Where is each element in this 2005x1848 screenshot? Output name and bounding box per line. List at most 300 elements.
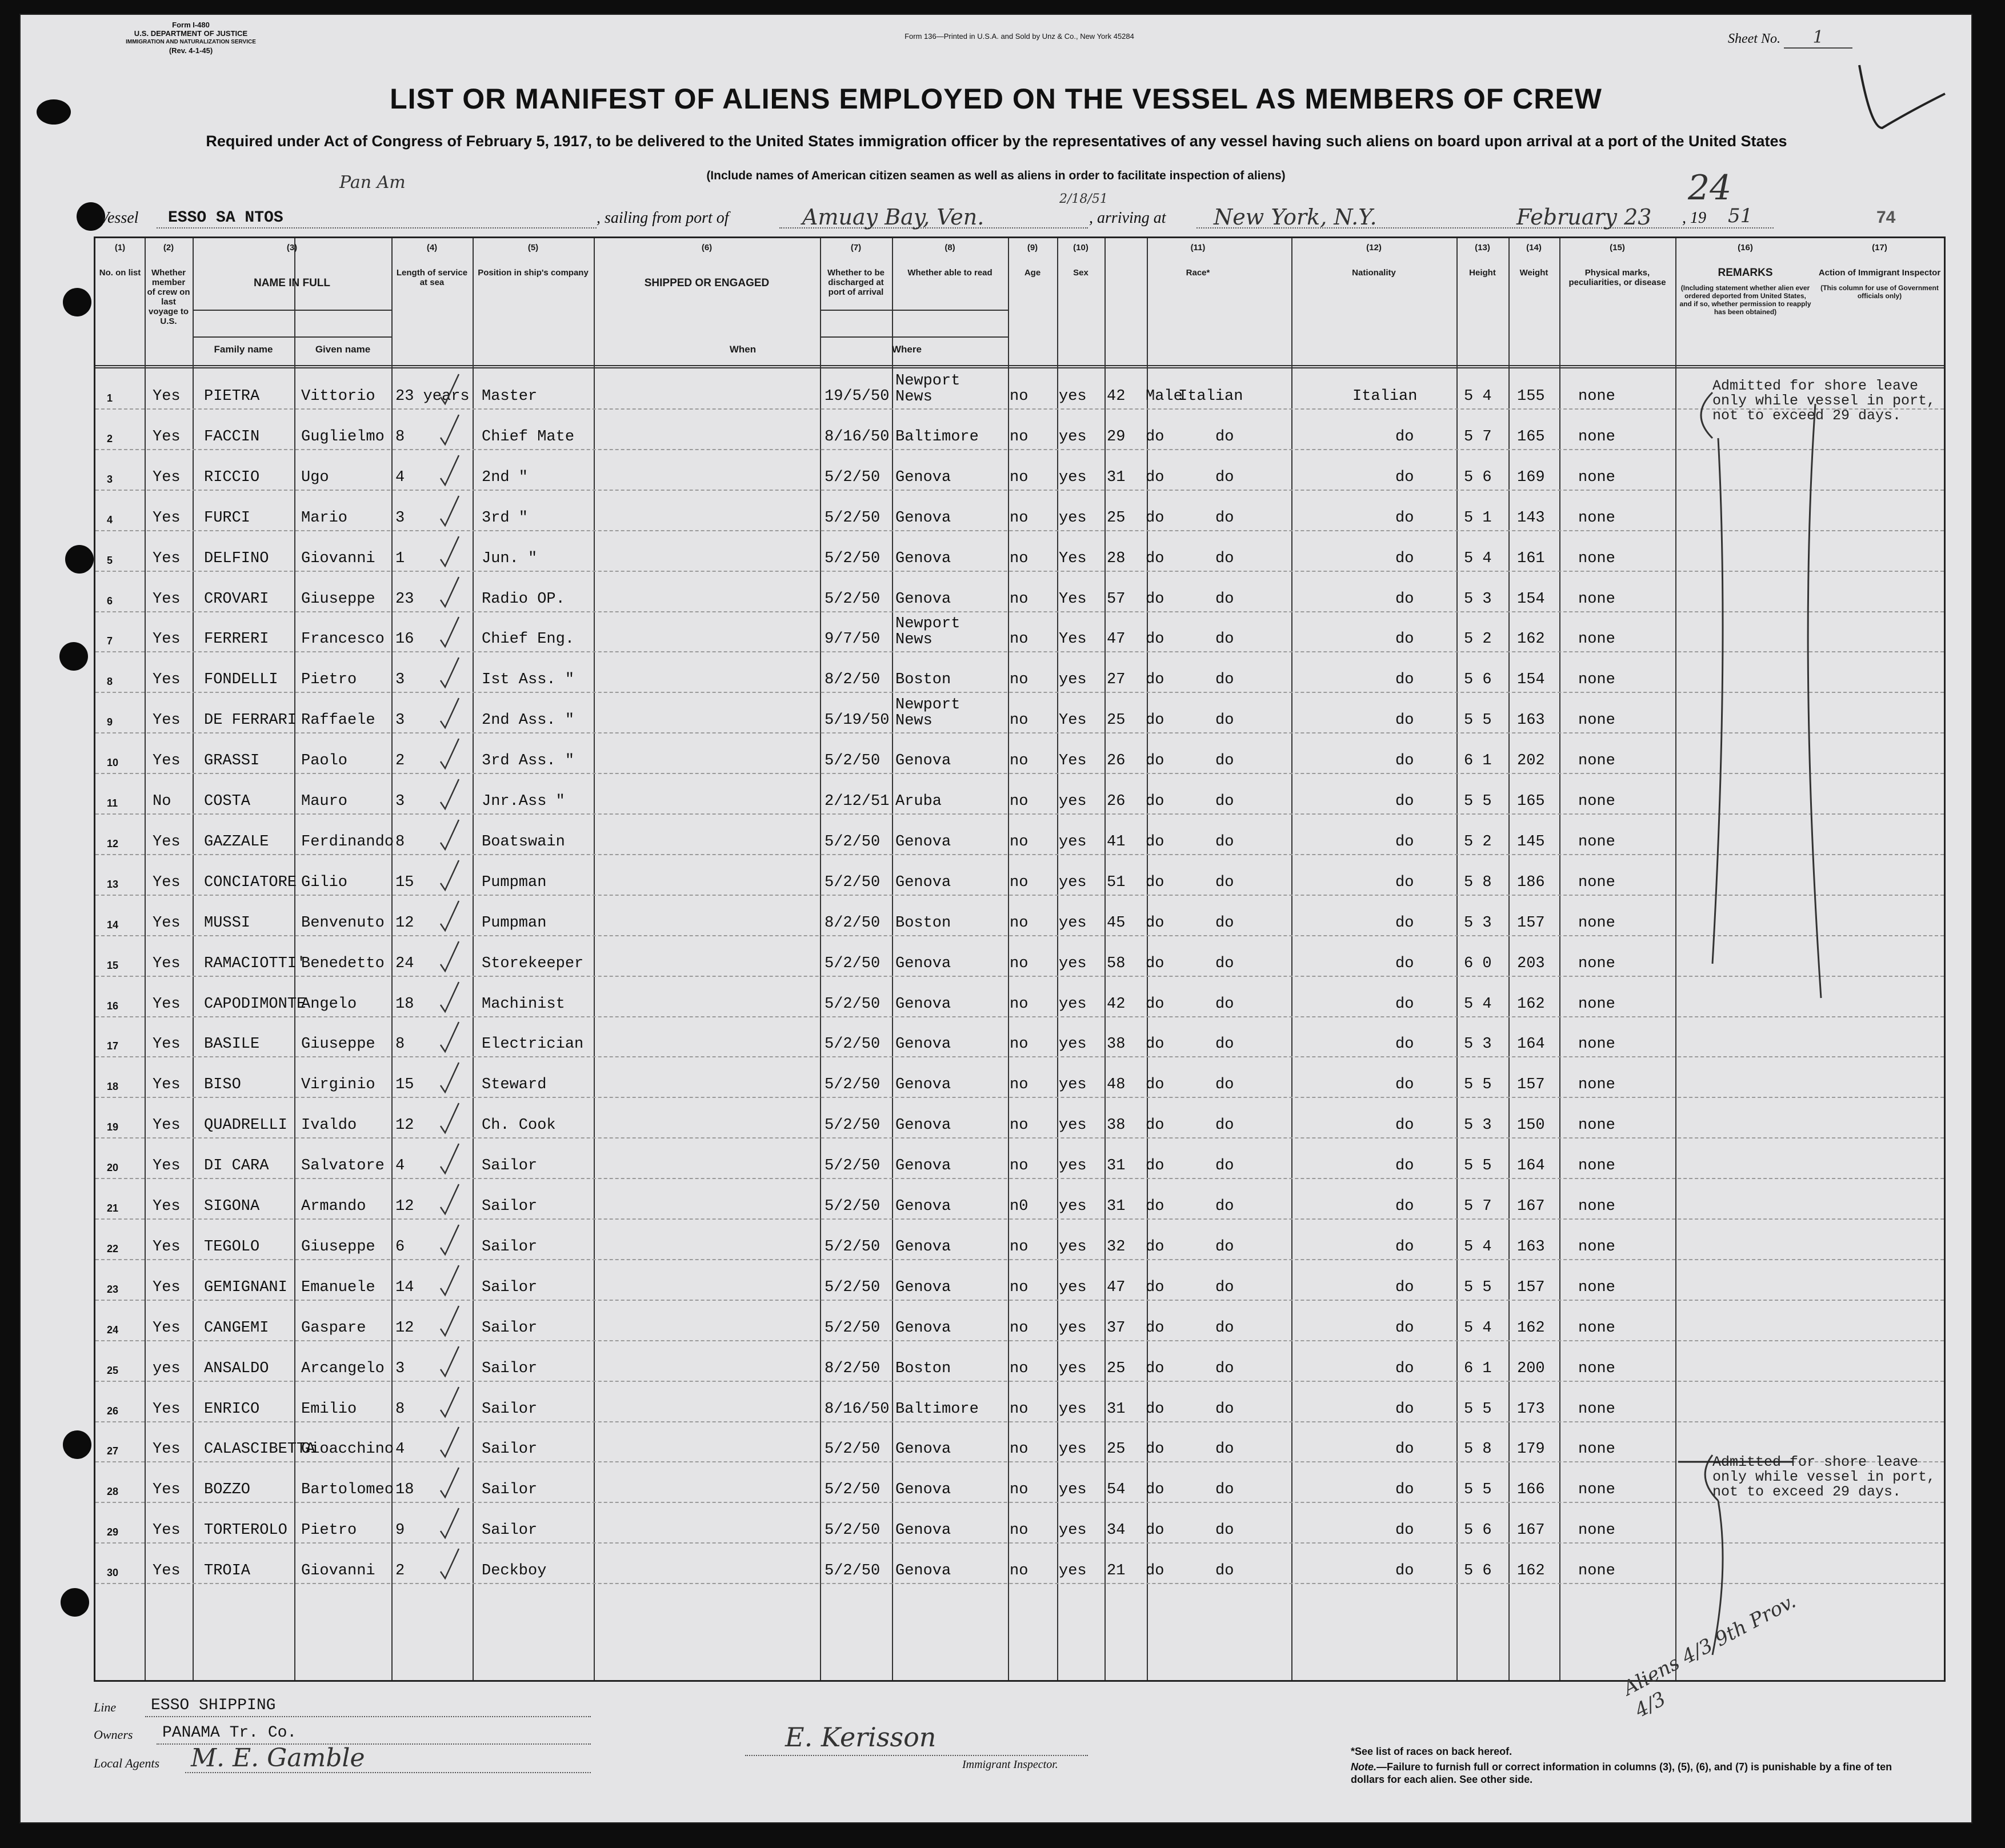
- cell-nat: do: [1395, 1278, 1414, 1296]
- col-c7-label: Whether to be discharged at port of arrival: [827, 268, 885, 297]
- cell-given: Ivaldo: [301, 1117, 357, 1135]
- cell-given: Ferdinando: [301, 833, 394, 851]
- table-row: [95, 368, 1944, 410]
- agents-signature: M. E. Gamble: [191, 1743, 365, 1773]
- cell-family: RAMACIOTTI': [204, 955, 306, 972]
- arrival-date: February 23: [1516, 205, 1652, 230]
- cell-family: ENRICO: [204, 1400, 260, 1418]
- cell-height: 5 2: [1464, 631, 1492, 648]
- cell-height: 5 5: [1464, 712, 1492, 729]
- cell-sex: do: [1146, 793, 1164, 810]
- cell-height: 6 0: [1464, 955, 1492, 972]
- cell-race: do: [1215, 1278, 1234, 1296]
- cell-nat: do: [1395, 793, 1414, 810]
- remarks-block-2: Admitted for shore leave only while vessel in port, not to exceed 29 days.: [1712, 1454, 1936, 1500]
- table-row: [95, 692, 1944, 733]
- cell-sex: do: [1146, 509, 1164, 527]
- form-block: [105, 21, 277, 55]
- cell-no: 15: [107, 959, 119, 971]
- cell-race: do: [1215, 1157, 1234, 1175]
- cell-service: 12: [395, 914, 414, 932]
- col-c17-note: (This column for use of Government officials only): [1820, 284, 1939, 300]
- cell-read: yes: [1059, 793, 1087, 810]
- cell-nat: do: [1395, 1036, 1414, 1053]
- cell-sex: do: [1146, 1036, 1164, 1053]
- cell-nat: do: [1395, 550, 1414, 567]
- cell-family: FACCIN: [204, 428, 260, 446]
- cell-read: yes: [1059, 1441, 1087, 1458]
- cell-given: Angelo: [301, 995, 357, 1013]
- cell-sex: do: [1146, 1319, 1164, 1337]
- check-mark-icon: [438, 615, 461, 649]
- cell-race: do: [1215, 995, 1234, 1013]
- cell-given: Guglielmo: [301, 428, 385, 446]
- cell-height: 5 3: [1464, 590, 1492, 608]
- margin-note: Aliens 4/3 9th Prov. 4/3: [1619, 1590, 1800, 1722]
- cell-where: Baltimore: [895, 428, 979, 446]
- cell-race: do: [1215, 833, 1234, 851]
- vessel-note: Pan Am: [339, 173, 406, 193]
- cell-disch: no: [1010, 1481, 1028, 1499]
- cell-prev: Yes: [153, 1562, 181, 1580]
- cell-position: Machinist: [482, 995, 565, 1013]
- cell-service: 14: [395, 1278, 414, 1296]
- cell-sex: do: [1146, 1522, 1164, 1540]
- cell-race: Italian: [1178, 388, 1243, 405]
- cell-height: 5 3: [1464, 1036, 1492, 1053]
- cell-when: 5/2/50: [825, 1522, 881, 1540]
- cell-prev: Yes: [153, 873, 181, 891]
- cell-read: yes: [1059, 914, 1087, 932]
- cell-age: 57: [1107, 590, 1126, 608]
- cell-no: 16: [107, 1000, 119, 1012]
- cell-sex: do: [1146, 468, 1164, 486]
- cell-weight: 173: [1517, 1400, 1545, 1418]
- cell-given: Benedetto: [301, 955, 385, 972]
- cell-height: 5 4: [1464, 1319, 1492, 1337]
- cell-weight: 154: [1517, 671, 1545, 689]
- cell-given: Paolo: [301, 752, 348, 770]
- cell-read: yes: [1059, 1481, 1087, 1499]
- cell-nat: do: [1395, 712, 1414, 729]
- cell-service: 8: [395, 1400, 405, 1418]
- cell-sex: do: [1146, 833, 1164, 851]
- cell-sex: do: [1146, 873, 1164, 891]
- cell-height: 6 1: [1464, 1360, 1492, 1377]
- cell-no: 17: [107, 1040, 119, 1052]
- cell-sex: do: [1146, 712, 1164, 729]
- count-mark: 24: [1688, 168, 1732, 208]
- cell-when: 8/2/50: [825, 1360, 881, 1377]
- cell-marks: none: [1578, 1117, 1615, 1135]
- cell-service: 4: [395, 1441, 405, 1458]
- cell-marks: none: [1578, 550, 1615, 567]
- col-c10-number: (10): [1073, 243, 1088, 252]
- cell-marks: none: [1578, 1076, 1615, 1094]
- cell-when: 5/2/50: [825, 1319, 881, 1337]
- arrival-year: 51: [1728, 205, 1753, 227]
- cell-age: 25: [1107, 1441, 1126, 1458]
- check-mark-icon: [438, 939, 461, 973]
- col-c5-label: Position in ship's company: [478, 268, 589, 278]
- cell-where: Genova: [895, 833, 951, 851]
- cell-sex: do: [1146, 1400, 1164, 1418]
- table-row: [95, 450, 1944, 491]
- cell-race: do: [1215, 752, 1234, 770]
- col-c12-label: Nationality: [1352, 268, 1396, 278]
- table-row: [95, 1381, 1944, 1422]
- cell-given: Salvatore: [301, 1157, 385, 1175]
- cell-family: CALASCIBETTA: [204, 1441, 315, 1458]
- cell-race: do: [1215, 590, 1234, 608]
- cell-age: 47: [1107, 1278, 1126, 1296]
- cell-height: 5 6: [1464, 671, 1492, 689]
- cell-prev: Yes: [153, 1198, 181, 1215]
- check-mark-icon: [438, 1060, 461, 1095]
- check-mark-icon: [438, 1263, 461, 1297]
- cell-position: Electrician: [482, 1036, 584, 1053]
- cell-weight: 202: [1517, 752, 1545, 770]
- cell-when: 5/19/50: [825, 712, 890, 729]
- cell-no: 5: [107, 554, 113, 566]
- col-c2-number: (2): [163, 243, 174, 252]
- cell-marks: none: [1578, 752, 1615, 770]
- check-mark-icon: [438, 655, 461, 690]
- cell-race: do: [1215, 1360, 1234, 1377]
- cell-service: 16: [395, 631, 414, 648]
- cell-disch: no: [1010, 1441, 1028, 1458]
- table-row: [95, 1178, 1944, 1220]
- cell-age: 31: [1107, 1198, 1126, 1215]
- cell-height: 5 5: [1464, 1278, 1492, 1296]
- cell-family: PIETRA: [204, 388, 260, 405]
- note-text: —Failure to furnish full or correct information in columns (3), (5), (6), and (7) is punishable by a fine of ten dollars for each alien. See other side.: [1351, 1761, 1892, 1785]
- cell-nat: do: [1395, 914, 1414, 932]
- cell-height: 5 6: [1464, 1522, 1492, 1540]
- cell-position: Sailor: [482, 1198, 538, 1215]
- cell-weight: 157: [1517, 1278, 1545, 1296]
- cell-race: do: [1215, 1562, 1234, 1580]
- cell-age: 31: [1107, 1400, 1126, 1418]
- cell-marks: none: [1578, 509, 1615, 527]
- table-row: [95, 490, 1944, 531]
- col-c4-label: Length of service at sea: [396, 268, 468, 287]
- cell-family: SIGONA: [204, 1198, 260, 1215]
- cell-sex: Male: [1146, 388, 1183, 405]
- cell-marks: none: [1578, 1278, 1615, 1296]
- cell-height: 5 4: [1464, 1238, 1492, 1256]
- table-row: [95, 1219, 1944, 1260]
- cell-service: 8: [395, 833, 405, 851]
- corner-mark: 74: [1876, 208, 1896, 227]
- check-mark-icon: [438, 494, 461, 528]
- cell-disch: no: [1010, 1319, 1028, 1337]
- cell-marks: none: [1578, 833, 1615, 851]
- table-row: [95, 409, 1944, 450]
- cell-where: Genova: [895, 1481, 951, 1499]
- cell-race: do: [1215, 1481, 1234, 1499]
- cell-service: 3: [395, 712, 405, 729]
- punch-hole: [63, 1430, 91, 1459]
- cell-when: 8/16/50: [825, 428, 890, 446]
- fine-note: [1351, 1761, 1922, 1786]
- cell-when: 5/2/50: [825, 550, 881, 567]
- cell-nat: do: [1395, 873, 1414, 891]
- check-mark-icon: [438, 1101, 461, 1135]
- cell-weight: 166: [1517, 1481, 1545, 1499]
- cell-service: 3: [395, 793, 405, 810]
- cell-disch: no: [1010, 468, 1028, 486]
- cell-age: 42: [1107, 995, 1126, 1013]
- cell-nat: do: [1395, 1198, 1414, 1215]
- cell-age: 26: [1107, 793, 1126, 810]
- date-note: 2/18/51: [1059, 192, 1108, 206]
- cell-marks: none: [1578, 1441, 1615, 1458]
- cell-when: 5/2/50: [825, 1157, 881, 1175]
- cell-family: COSTA: [204, 793, 251, 810]
- cell-service: 4: [395, 1157, 405, 1175]
- cell-read: yes: [1059, 1522, 1087, 1540]
- cell-race: do: [1215, 1117, 1234, 1135]
- cell-disch: no: [1010, 914, 1028, 932]
- cell-given: Vittorio: [301, 388, 375, 405]
- cell-marks: none: [1578, 388, 1615, 405]
- cell-prev: Yes: [153, 833, 181, 851]
- cell-when: 5/2/50: [825, 1076, 881, 1094]
- cell-when: 9/7/50: [825, 631, 881, 648]
- cell-disch: no: [1010, 793, 1028, 810]
- cell-when: 5/2/50: [825, 1198, 881, 1215]
- cell-no: 7: [107, 635, 113, 647]
- cell-height: 5 7: [1464, 428, 1492, 446]
- cell-prev: Yes: [153, 468, 181, 486]
- cell-when: 8/2/50: [825, 671, 881, 689]
- sheet-number-block: [1728, 27, 1852, 49]
- cell-prev: Yes: [153, 428, 181, 446]
- cell-family: GEMIGNANI: [204, 1278, 287, 1296]
- cell-weight: 162: [1517, 1562, 1545, 1580]
- cell-read: yes: [1059, 833, 1087, 851]
- cell-family: TROIA: [204, 1562, 251, 1580]
- cell-nat: do: [1395, 1562, 1414, 1580]
- table-row: [95, 1300, 1944, 1341]
- cell-read: yes: [1059, 671, 1087, 689]
- cell-age: 28: [1107, 550, 1126, 567]
- cell-read: yes: [1059, 1198, 1087, 1215]
- cell-prev: Yes: [153, 1076, 181, 1094]
- cell-where: Newport News: [895, 372, 961, 406]
- cell-where: Genova: [895, 1441, 951, 1458]
- cell-weight: 163: [1517, 712, 1545, 729]
- table-row: [95, 1057, 1944, 1098]
- cell-family: CONCIATORE: [204, 873, 297, 891]
- cell-where: Genova: [895, 468, 951, 486]
- cell-prev: Yes: [153, 1522, 181, 1540]
- cell-height: 5 3: [1464, 914, 1492, 932]
- cell-disch: no: [1010, 590, 1028, 608]
- cell-marks: none: [1578, 671, 1615, 689]
- cell-prev: No: [153, 793, 171, 810]
- cell-given: Giovanni: [301, 1562, 375, 1580]
- cell-weight: 157: [1517, 1076, 1545, 1094]
- cell-age: 31: [1107, 1157, 1126, 1175]
- cell-disch: n0: [1010, 1198, 1028, 1215]
- cell-where: Genova: [895, 1319, 951, 1337]
- cell-read: yes: [1059, 995, 1087, 1013]
- cell-no: 8: [107, 676, 113, 688]
- cell-where: Genova: [895, 1278, 951, 1296]
- cell-nat: do: [1395, 1319, 1414, 1337]
- cell-where: Genova: [895, 955, 951, 972]
- cell-age: 47: [1107, 631, 1126, 648]
- cell-marks: none: [1578, 1238, 1615, 1256]
- cell-position: Jnr.Ass ": [482, 793, 565, 810]
- cell-read: yes: [1059, 428, 1087, 446]
- remarks-block-1: Admitted for shore leave only while vessel in port, not to exceed 29 days.: [1712, 378, 1936, 424]
- subtitle-note: (Include names of American citizen seamen as well as aliens in order to facilitate inspection of aliens): [706, 169, 1286, 182]
- cell-weight: 186: [1517, 873, 1545, 891]
- col-c6-sub2: Where: [892, 344, 922, 355]
- cell-sex: do: [1146, 995, 1164, 1013]
- cell-service: 18: [395, 1481, 414, 1499]
- line-value: ESSO SHIPPING: [151, 1697, 276, 1714]
- subtitle: Required under Act of Congress of February 5, 1917, to be delivered to the United States immigration officer by the representatives of any vessel having such aliens on board upon arrival at a port of the United States: [206, 133, 1787, 150]
- cell-height: 5 5: [1464, 1481, 1492, 1499]
- cell-prev: Yes: [153, 671, 181, 689]
- cell-position: Sailor: [482, 1400, 538, 1418]
- cell-no: 4: [107, 514, 113, 526]
- cell-service: 23: [395, 590, 414, 608]
- cell-age: 51: [1107, 873, 1126, 891]
- cell-marks: none: [1578, 1198, 1615, 1215]
- agents-label: Local Agents: [94, 1756, 160, 1770]
- cell-given: Gilio: [301, 873, 348, 891]
- table-row: [95, 571, 1944, 612]
- cell-age: 21: [1107, 1562, 1126, 1580]
- cell-disch: no: [1010, 712, 1028, 729]
- cell-no: 13: [107, 878, 119, 890]
- cell-sex: do: [1146, 1441, 1164, 1458]
- check-mark-icon: [438, 1425, 461, 1459]
- col-c6-label: SHIPPED OR ENGAGED: [644, 277, 770, 289]
- cell-prev: Yes: [153, 1319, 181, 1337]
- cell-service: 12: [395, 1319, 414, 1337]
- cell-weight: 164: [1517, 1036, 1545, 1053]
- cell-height: 5 8: [1464, 873, 1492, 891]
- cell-weight: 162: [1517, 631, 1545, 648]
- cell-weight: 169: [1517, 468, 1545, 486]
- cell-no: 29: [107, 1526, 119, 1538]
- cell-where: Genova: [895, 1076, 951, 1094]
- col-c6-sub1: When: [729, 344, 757, 355]
- table-row: [95, 1462, 1944, 1503]
- cell-service: 24: [395, 955, 414, 972]
- cell-race: do: [1215, 428, 1234, 446]
- cell-race: do: [1215, 468, 1234, 486]
- cell-nat: do: [1395, 1360, 1414, 1377]
- check-mark-icon: [438, 534, 461, 568]
- cell-height: 5 7: [1464, 1198, 1492, 1215]
- cell-weight: 167: [1517, 1522, 1545, 1540]
- cell-weight: 145: [1517, 833, 1545, 851]
- cell-family: FURCI: [204, 509, 251, 527]
- cell-race: do: [1215, 1238, 1234, 1256]
- cell-when: 5/2/50: [825, 1117, 881, 1135]
- cell-height: 5 5: [1464, 1157, 1492, 1175]
- cell-disch: no: [1010, 631, 1028, 648]
- cell-height: 5 4: [1464, 388, 1492, 405]
- check-mark-icon: [438, 1141, 461, 1176]
- cell-race: do: [1215, 1319, 1234, 1337]
- cell-where: Genova: [895, 1117, 951, 1135]
- cell-position: Pumpman: [482, 873, 547, 891]
- cell-given: Armando: [301, 1198, 366, 1215]
- cell-prev: Yes: [153, 1238, 181, 1256]
- cell-position: Sailor: [482, 1481, 538, 1499]
- cell-sex: do: [1146, 631, 1164, 648]
- cell-weight: 167: [1517, 1198, 1545, 1215]
- cell-prev: Yes: [153, 752, 181, 770]
- cell-race: do: [1215, 955, 1234, 972]
- cell-when: 5/2/50: [825, 590, 881, 608]
- table-row: [95, 814, 1944, 855]
- cell-where: Aruba: [895, 793, 942, 810]
- cell-family: FONDELLI: [204, 671, 278, 689]
- cell-disch: no: [1010, 1562, 1028, 1580]
- cell-given: Arcangelo: [301, 1360, 385, 1377]
- cell-no: 14: [107, 919, 119, 931]
- cell-weight: 163: [1517, 1238, 1545, 1256]
- col-c3-number: (3): [286, 243, 298, 252]
- col-c14-number: (14): [1526, 243, 1542, 252]
- cell-position: Sailor: [482, 1278, 538, 1296]
- owners-label: Owners: [94, 1727, 133, 1742]
- cell-height: 5 2: [1464, 833, 1492, 851]
- cell-height: 5 8: [1464, 1441, 1492, 1458]
- check-mark-icon: [438, 575, 461, 609]
- cell-position: 3rd Ass. ": [482, 752, 575, 770]
- cell-sex: do: [1146, 1562, 1164, 1580]
- cell-no: 12: [107, 837, 119, 849]
- cell-service: 15: [395, 1076, 414, 1094]
- col-c16-label: REMARKS: [1718, 267, 1773, 279]
- cell-weight: 179: [1517, 1441, 1545, 1458]
- cell-nat: do: [1395, 752, 1414, 770]
- check-mark-icon: [438, 858, 461, 892]
- cell-marks: none: [1578, 1319, 1615, 1337]
- cell-prev: Yes: [153, 590, 181, 608]
- cell-no: 25: [107, 1364, 119, 1376]
- cell-no: 22: [107, 1242, 119, 1254]
- note-label: Note.: [1351, 1761, 1376, 1773]
- cell-given: Benvenuto: [301, 914, 385, 932]
- cell-weight: 200: [1517, 1360, 1545, 1377]
- col-c16-note: (Including statement whether alien ever ordered deported from United States, and if so, whether permission to reapply has been obtained): [1679, 284, 1811, 316]
- cell-service: 3: [395, 1360, 405, 1377]
- cell-position: 2nd ": [482, 468, 529, 486]
- table-row: [95, 1421, 1944, 1462]
- cell-sex: do: [1146, 1238, 1164, 1256]
- cell-weight: 161: [1517, 550, 1545, 567]
- cell-where: Genova: [895, 873, 951, 891]
- cell-when: 5/2/50: [825, 752, 881, 770]
- cell-prev: Yes: [153, 509, 181, 527]
- cell-service: 8: [395, 428, 405, 446]
- cell-position: Sailor: [482, 1319, 538, 1337]
- cell-given: Pietro: [301, 671, 357, 689]
- cell-age: 38: [1107, 1117, 1126, 1135]
- cell-read: yes: [1059, 1400, 1087, 1418]
